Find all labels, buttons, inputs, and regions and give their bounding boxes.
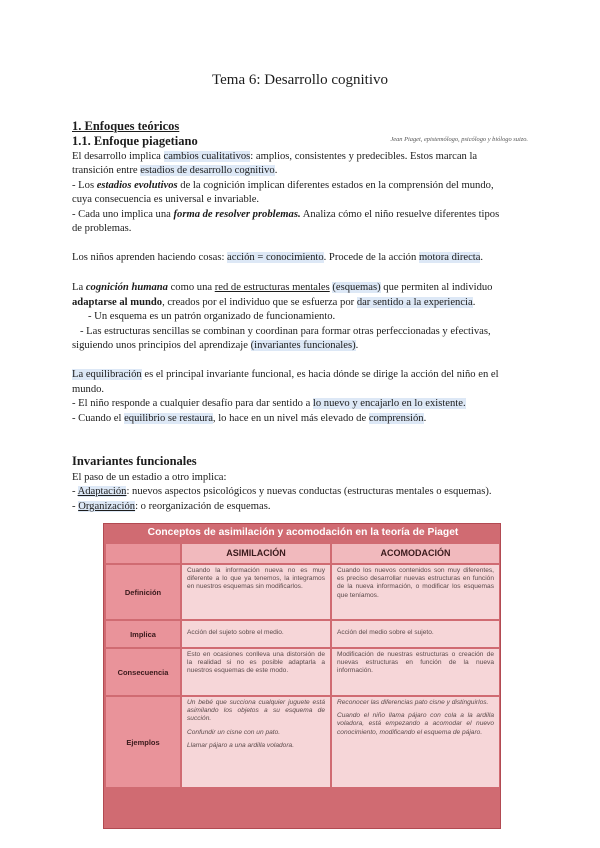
text-span: . bbox=[472, 297, 476, 308]
bullet-line: - Las estructuras sencillas se combinan y coordinan para formar otras perfeccionadas y efectivas, bbox=[80, 326, 491, 337]
text-span: . bbox=[274, 165, 278, 176]
table-title: Conceptos de asimilación y acomodación en la teoría de Piaget bbox=[147, 527, 459, 538]
text-span: Analiza cómo el niño resuelve diferentes tipos bbox=[300, 209, 500, 220]
text-span: : amplios, consistentes y predecibles. Estos marcan la bbox=[250, 151, 478, 162]
text-span: - Cada uno implica una bbox=[72, 209, 174, 220]
subheading-piagetiano: 1.1. Enfoque piagetiano bbox=[72, 134, 198, 148]
table-cell: Acción del medio sobre el sujeto. bbox=[332, 621, 499, 647]
example-text: Confundir un cisne con un pato. bbox=[187, 728, 281, 736]
highlight-span: cambios cualitativos bbox=[163, 151, 251, 162]
text-span: como una bbox=[167, 282, 215, 293]
row-header-consecuencia: Consecuencia bbox=[106, 649, 180, 695]
text-span: . Procede de la acción bbox=[323, 252, 419, 263]
text-span: - bbox=[72, 486, 78, 497]
text-span: siguiendo unos principios del aprendizaje bbox=[72, 340, 251, 351]
list-item bbox=[72, 484, 530, 499]
highlight-span: comprensión bbox=[368, 413, 424, 424]
paragraph-line: cuya consecuencia es universal e invariable. bbox=[72, 194, 260, 205]
list-item bbox=[72, 499, 530, 514]
text-span: : o reorganización de esquemas. bbox=[135, 501, 271, 512]
concepts-table bbox=[103, 523, 501, 829]
paragraph-line bbox=[72, 149, 530, 164]
highlight-span: equilibrio se restaura bbox=[124, 413, 213, 424]
table-cell: Modificación de nuestras estructuras o creación de nuevas estructuras en función de la nueva información. bbox=[332, 649, 499, 695]
paragraph-line: El paso de un estadio a otro implica: bbox=[72, 472, 227, 483]
text-span: . bbox=[423, 413, 427, 424]
paragraph-line: de problemas. bbox=[72, 223, 132, 234]
text-span: - Cuando el bbox=[72, 413, 125, 424]
page-title: Tema 6: Desarrollo cognitivo bbox=[212, 72, 388, 88]
highlight-span: La equilibración bbox=[72, 369, 142, 380]
highlight-span: acción = conocimiento bbox=[227, 252, 324, 263]
paragraph-line bbox=[72, 411, 530, 426]
text-span: - Los bbox=[72, 180, 97, 191]
bold-span: forma de resolver problemas. bbox=[173, 209, 301, 220]
paragraph-line bbox=[72, 338, 530, 353]
table-cell: Esto en ocasiones conlleva una distorsión de la realidad si no es posible adaptarla a nuestros esquemas de este modo. bbox=[182, 649, 330, 695]
bold-span: adaptarse al mundo bbox=[72, 297, 163, 308]
text-span: transición entre bbox=[72, 165, 141, 176]
section-heading-enfoques: 1. Enfoques teóricos bbox=[72, 119, 180, 133]
table-corner-cell bbox=[106, 544, 180, 563]
column-header-asimilacion: ASIMILACIÓN bbox=[182, 544, 330, 563]
paragraph-line bbox=[72, 163, 530, 178]
table-cell bbox=[332, 697, 499, 787]
table-cell: Cuando los nuevos contenidos son muy diferentes, es preciso desarrollar nuevas estructuras en función de la nueva información, o modificar los esquemas que teníamos. bbox=[332, 565, 499, 619]
bold-span: cognición humana bbox=[85, 282, 168, 293]
example-text: Reconocer las diferencias pato cisne y distinguirlos. bbox=[337, 699, 489, 706]
row-header-ejemplos: Ejemplos bbox=[106, 697, 180, 787]
table-cell: Acción del sujeto sobre el medio. bbox=[182, 621, 330, 647]
bullet-line: - Un esquema es un patrón organizado de funcionamiento. bbox=[88, 311, 336, 322]
example-text: Llamar pájaro a una ardilla voladora. bbox=[187, 741, 295, 749]
text-span: que permiten al individuo bbox=[380, 282, 493, 293]
text-span: - bbox=[72, 501, 79, 512]
text-span: Los niños aprenden haciendo cosas: bbox=[72, 252, 228, 263]
bold-span: estadios evolutivos bbox=[96, 180, 178, 191]
highlight-span: motora directa bbox=[418, 252, 481, 263]
section-heading-invariantes: Invariantes funcionales bbox=[72, 454, 197, 468]
column-header-acomodacion: ACOMODACIÓN bbox=[332, 544, 499, 563]
example-text: Un bebé que succiona cualquier juguete está asimilando los objetos a su esquema de succión. bbox=[187, 699, 325, 723]
highlight-span: Adaptación bbox=[77, 486, 127, 497]
underline-span: red de estructuras mentales bbox=[214, 282, 330, 293]
paragraph-line bbox=[72, 207, 530, 222]
table-cell: Cuando la información nueva no es muy diferente a lo que ya tenemos, la integramos en nuestros esquemas sin modificarlos. bbox=[182, 565, 330, 619]
paragraph-line bbox=[72, 367, 530, 382]
paragraph-line bbox=[72, 280, 530, 295]
highlight-span: estadios de desarrollo cognitivo bbox=[140, 165, 275, 176]
table-cell bbox=[182, 697, 330, 787]
paragraph-line: mundo. bbox=[72, 384, 105, 395]
highlight-span: Organización bbox=[78, 501, 136, 512]
piaget-reference: Jean Piaget, epistemólogo, psicólogo y biólogo suizo. bbox=[390, 136, 528, 143]
text-span: El desarrollo implica bbox=[72, 151, 164, 162]
text-span: es el principal invariante funcional, es hacia dónde se dirige la acción del niño en el bbox=[141, 369, 499, 380]
highlight-span: dar sentido a la experiencia bbox=[356, 297, 473, 308]
text-span: La bbox=[72, 282, 86, 293]
paragraph-line bbox=[72, 178, 530, 193]
text-span: de la cognición implican diferentes estados en la comprensión del mundo, bbox=[177, 180, 494, 191]
text-span: . bbox=[480, 252, 484, 263]
paragraph-line bbox=[72, 295, 530, 310]
text-span: : nuevos aspectos psicológicos y nuevas conductas (estructuras mentales o esquemas). bbox=[126, 486, 492, 497]
row-header-definicion: Definición bbox=[106, 565, 180, 619]
highlight-span: (esquemas) bbox=[332, 282, 381, 293]
highlight-span: (invariantes funcionales) bbox=[250, 340, 356, 351]
paragraph-line bbox=[72, 396, 530, 411]
example-text: Cuando el niño llama pájaro con cola a la ardilla voladora, está empezando a acomodar el nuevo conocimiento, modificando el esquema de pájaro. bbox=[337, 712, 494, 736]
text-span: , creados por el individuo que se esfuerza por bbox=[162, 297, 357, 308]
paragraph-line bbox=[72, 250, 530, 265]
row-header-implica: Implica bbox=[106, 621, 180, 647]
text-span: - El niño responde a cualquier desafío para dar sentido a bbox=[72, 398, 313, 409]
highlight-span: lo nuevo y encajarlo en lo existente. bbox=[312, 398, 466, 409]
text-span: . bbox=[355, 340, 359, 351]
text-span: , lo hace en un nivel más elevado de bbox=[212, 413, 369, 424]
